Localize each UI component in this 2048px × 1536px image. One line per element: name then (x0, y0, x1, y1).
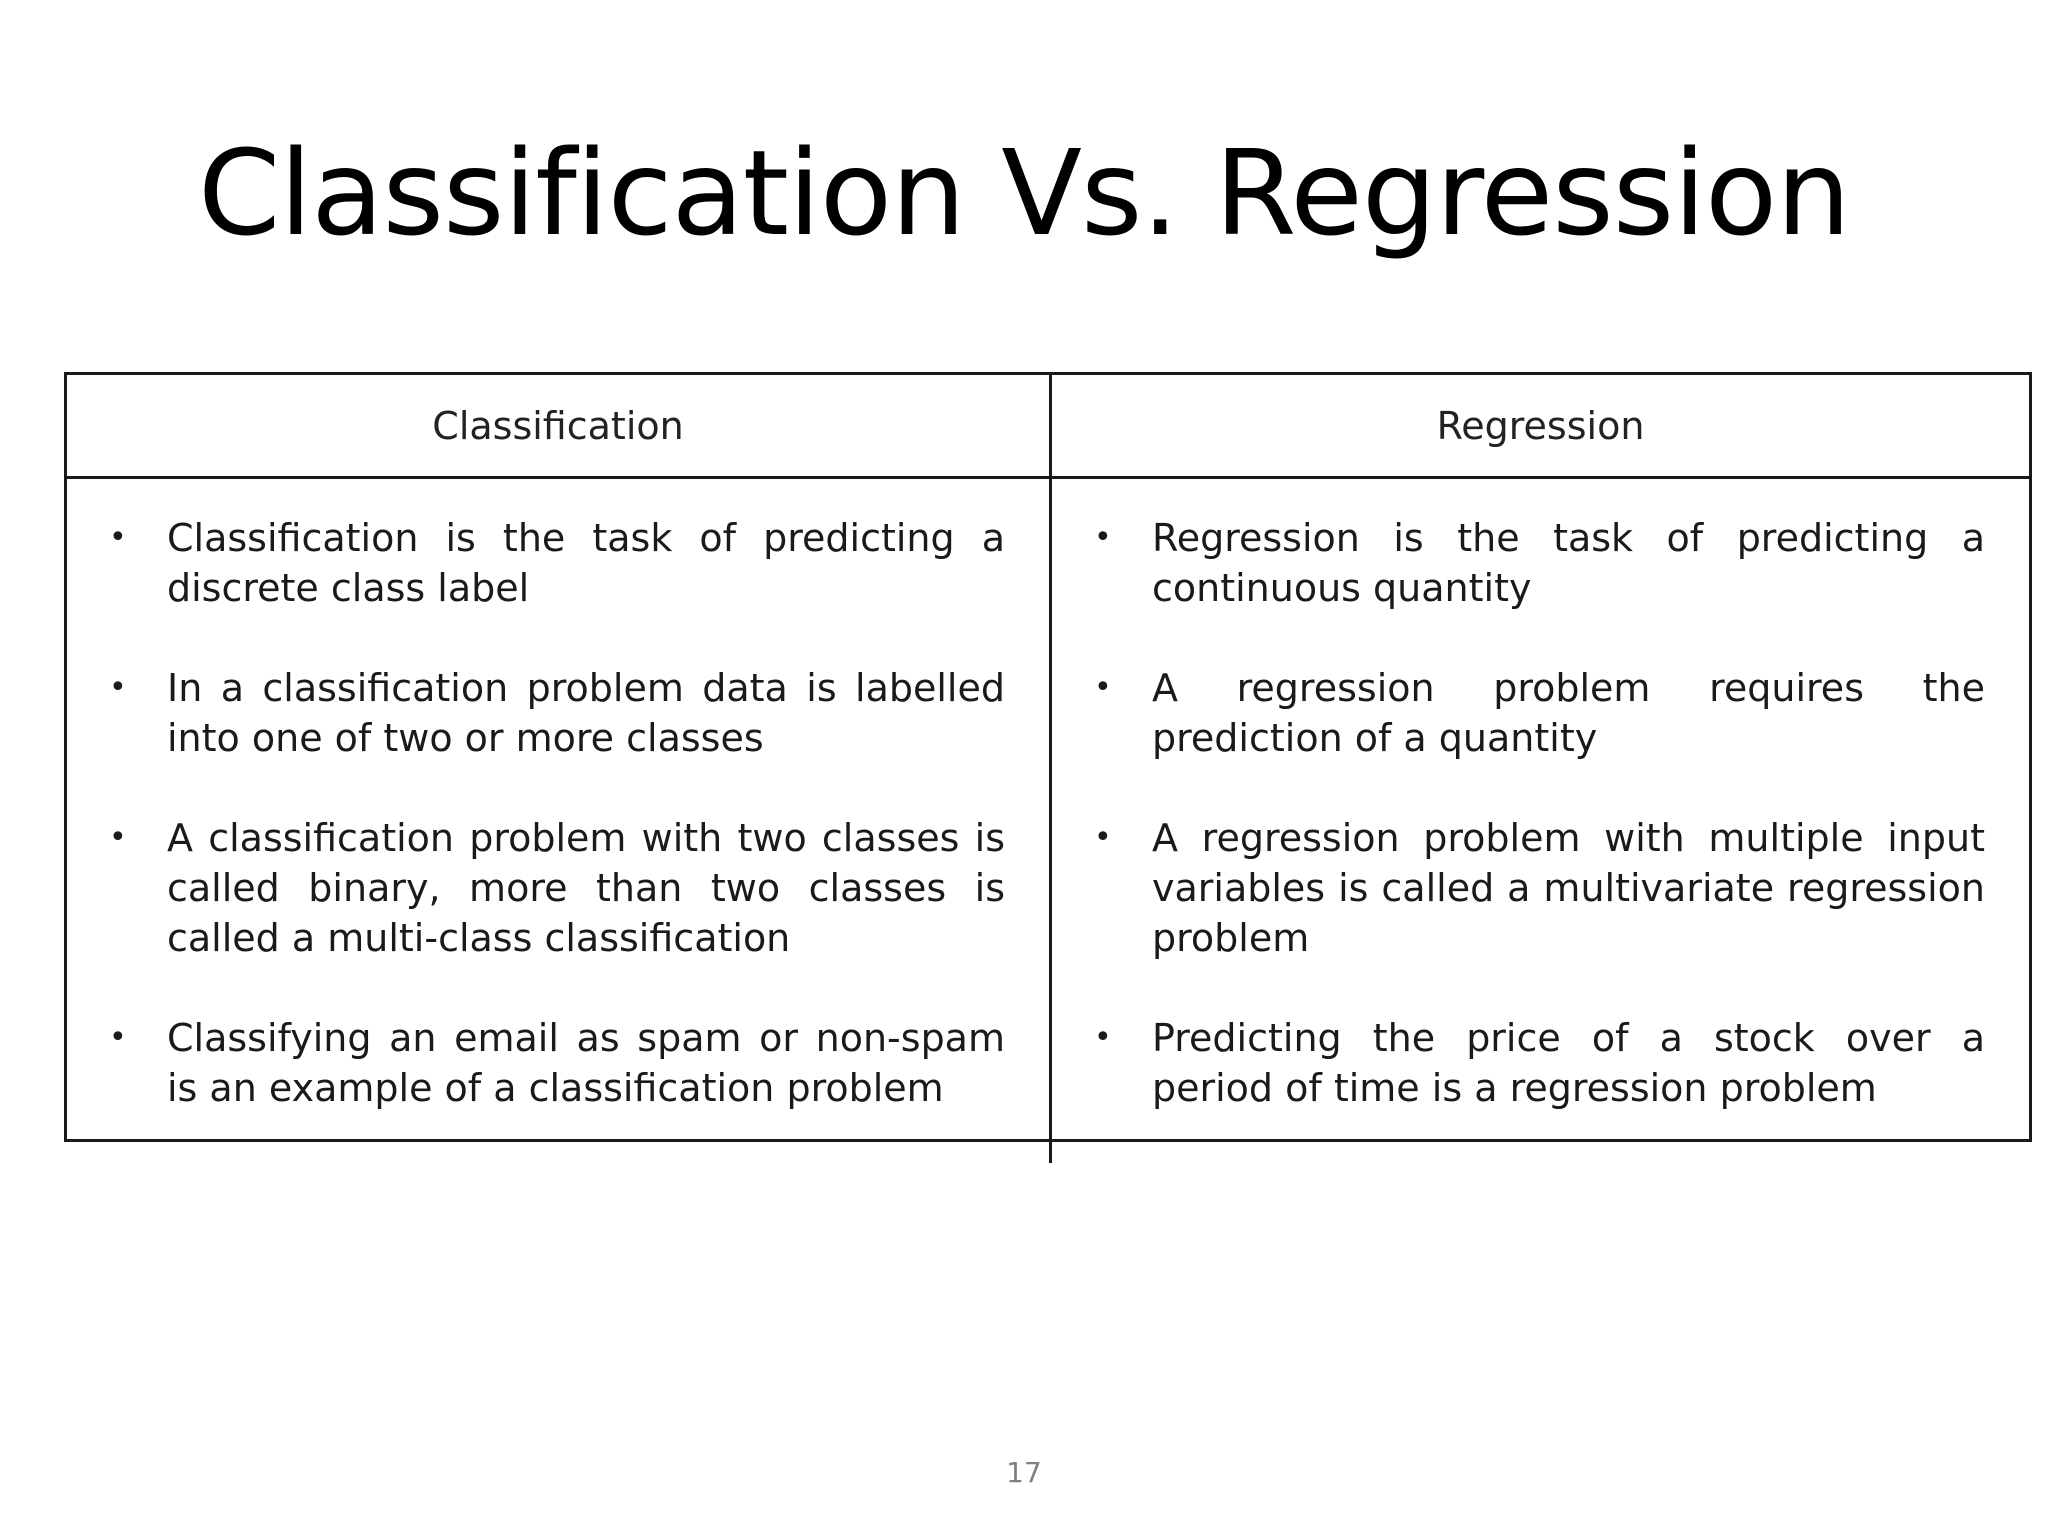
bullet-text: A regression problem requires the prediction of a quantity (1152, 666, 1985, 760)
bullet-text: A regression problem with multiple input variables is called a multivariate regression problem (1152, 816, 1985, 960)
classification-body (67, 479, 1052, 1163)
classification-header-label: Classification (432, 403, 684, 448)
bullet-icon: • (1094, 820, 1112, 855)
bullet-text: Classifying an email as spam or non-spam is an example of a classification problem (167, 1016, 1005, 1110)
comparison-table (64, 372, 2032, 1142)
list-item (1052, 513, 1985, 613)
list-item (67, 1013, 1005, 1113)
bullet-icon: • (109, 1020, 127, 1055)
classification-bullet-list (67, 513, 1005, 1113)
bullet-icon: • (1094, 520, 1112, 555)
bullet-text: Predicting the price of a stock over a period of time is a regression problem (1152, 1016, 1985, 1110)
bullet-icon: • (1094, 670, 1112, 705)
list-item (67, 813, 1005, 963)
list-item (67, 663, 1005, 763)
regression-body (1052, 479, 2029, 1163)
regression-bullet-list (1052, 513, 1985, 1113)
list-item (1052, 663, 1985, 763)
bullet-icon: • (109, 820, 127, 855)
classification-header (67, 375, 1052, 479)
list-item (67, 513, 1005, 613)
bullet-icon: • (109, 670, 127, 705)
bullet-text: Regression is the task of predicting a continuous quantity (1152, 516, 1985, 610)
bullet-text: In a classification problem data is labelled into one of two or more classes (167, 666, 1005, 760)
bullet-text: Classification is the task of predicting a discrete class label (167, 516, 1005, 610)
bullet-icon: • (109, 520, 127, 555)
bullet-icon: • (1094, 1020, 1112, 1055)
page-number: 17 (1006, 1456, 1042, 1489)
regression-header-label: Regression (1436, 403, 1645, 448)
list-item (1052, 813, 1985, 963)
regression-header (1052, 375, 2029, 479)
list-item (1052, 1013, 1985, 1113)
bullet-text: A classification problem with two classes is called binary, more than two classes is called a multi-class classification (167, 816, 1005, 960)
slide-title: Classification Vs. Regression (198, 124, 1850, 262)
